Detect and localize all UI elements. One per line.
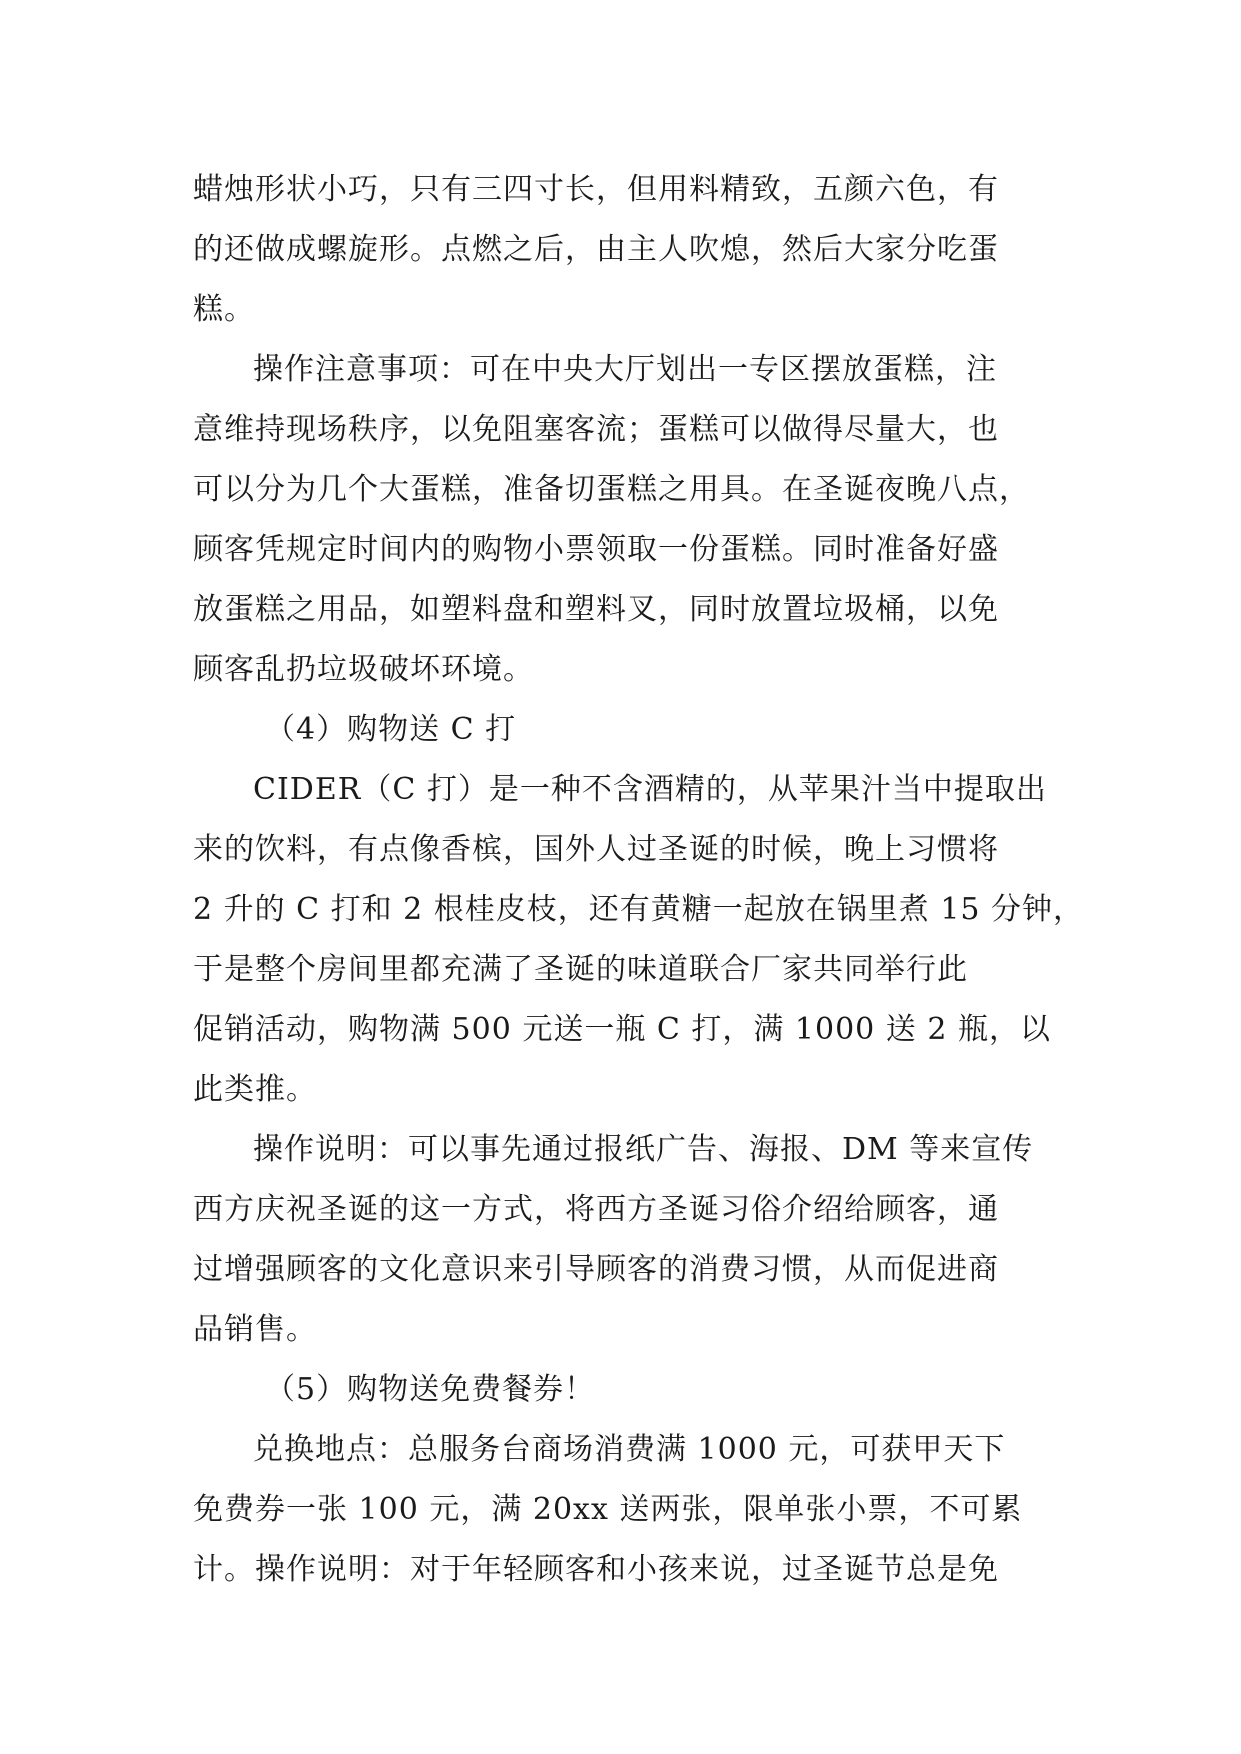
text-line: 顾客凭规定时间内的购物小票领取一份蛋糕。同时准备好盛 <box>193 532 999 567</box>
section-heading: （4）购物送 C 打 <box>265 712 517 747</box>
text-line: 顾客乱扔垃圾破坏环境。 <box>193 652 534 687</box>
text-line: 免费券一张 100 元，满 20xx 送两张，限单张小票，不可累 <box>193 1492 1023 1527</box>
text-line: 意维持现场秩序，以免阻塞客流；蛋糕可以做得尽量大，也 <box>193 412 999 447</box>
text-line: 的还做成螺旋形。点燃之后，由主人吹熄，然后大家分吃蛋 <box>193 232 999 267</box>
text-line: 促销活动，购物满 500 元送一瓶 C 打，满 1000 送 2 瓶，以 <box>193 1012 1051 1047</box>
paragraph-start-line: CIDER（C 打）是一种不含酒精的，从苹果汁当中提取出 <box>253 772 1047 807</box>
paragraph-start-line: 兑换地点：总服务台商场消费满 1000 元，可获甲天下 <box>253 1432 1006 1467</box>
text-line: 来的饮料，有点像香槟，国外人过圣诞的时候，晚上习惯将 <box>193 832 999 867</box>
text-line: 可以分为几个大蛋糕，准备切蛋糕之用具。在圣诞夜晚八点， <box>193 472 1030 507</box>
text-line: 2 升的 C 打和 2 根桂皮枝，还有黄糖一起放在锅里煮 15 分钟， <box>193 892 1085 927</box>
text-line: 于是整个房间里都充满了圣诞的味道联合厂家共同举行此 <box>193 952 968 987</box>
text-line: 品销售。 <box>193 1312 317 1347</box>
text-line: 此类推。 <box>193 1072 317 1107</box>
text-line: 糕。 <box>193 292 255 327</box>
text-line: 蜡烛形状小巧，只有三四寸长，但用料精致，五颜六色，有 <box>193 172 999 207</box>
text-line: 过增强顾客的文化意识来引导顾客的消费习惯，从而促进商 <box>193 1252 999 1287</box>
text-line: 放蛋糕之用品，如塑料盘和塑料叉，同时放置垃圾桶，以免 <box>193 592 999 627</box>
document-body <box>193 160 1085 1600</box>
paragraph-start-line: 操作说明：可以事先通过报纸广告、海报、DM 等来宣传 <box>253 1132 1034 1167</box>
paragraph-start-line: 操作注意事项：可在中央大厅划出一专区摆放蛋糕，注 <box>253 352 997 387</box>
section-heading: （5）购物送免费餐券！ <box>265 1372 596 1407</box>
text-line: 计。操作说明：对于年轻顾客和小孩来说，过圣诞节总是免 <box>193 1552 999 1587</box>
text-line: 西方庆祝圣诞的这一方式，将西方圣诞习俗介绍给顾客，通 <box>193 1192 999 1227</box>
